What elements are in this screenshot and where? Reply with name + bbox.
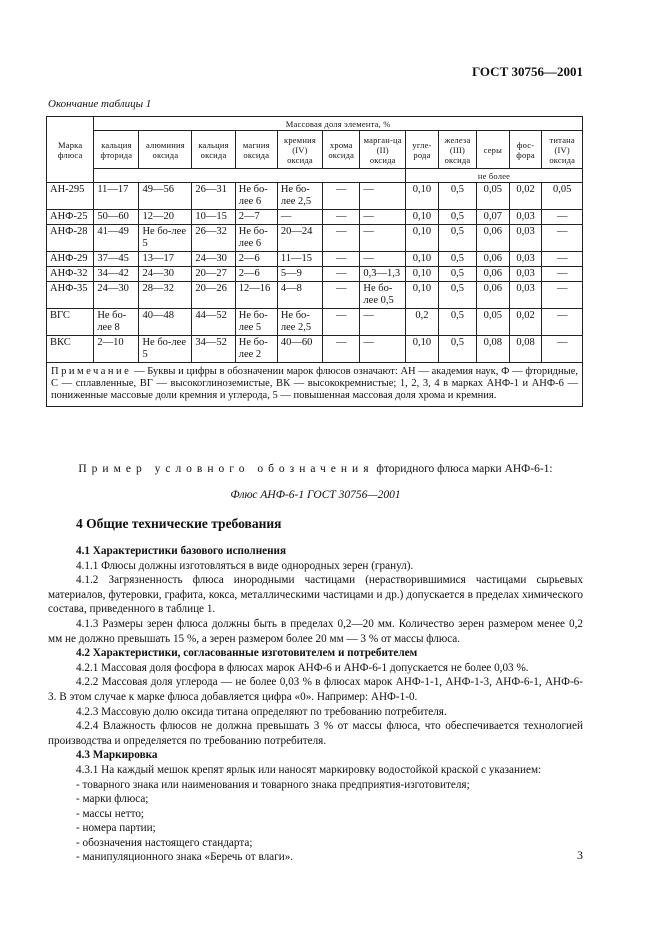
table-cell: 0,03 — [509, 252, 542, 267]
table-cell: Не бо-лее 5 — [139, 336, 192, 363]
table-cell: — — [542, 309, 583, 336]
table-cell: 0,02 — [509, 309, 542, 336]
table-cell: Не бо-лее 8 — [94, 309, 139, 336]
table-cell: 0,10 — [406, 267, 439, 282]
col-header: титана (IV) оксида — [542, 131, 583, 169]
table-cell: 2—6 — [235, 252, 277, 267]
para-4-1-2: 4.1.2 Загрязненность флюса инородными частицами (нерастворившимися частицами сырьевых материалов, футеровки, графита, кокса, металлическими частицами и др.) допускается в пределах химического состава, приведенного в таблице 1. — [48, 574, 583, 616]
table-cell: Не бо-лее 5 — [139, 225, 192, 252]
table-cell: 0,07 — [476, 210, 509, 225]
col-header: серы — [476, 131, 509, 169]
table-cell: 0,10 — [406, 336, 439, 363]
table-cell: Не бо-лее 0,5 — [360, 282, 406, 309]
table-cell: 40—48 — [139, 309, 192, 336]
row-brand: АНФ-25 — [47, 210, 94, 225]
table-row — [47, 267, 583, 282]
para-4-2-2: 4.2.2 Массовая доля углерода — не более 0,03 % в флюсах марок АНФ-1-1, АНФ-1-3, АНФ-6-1, АНФ-6-3. В этом случае к марке флюса добавляется цифра «0». Например: АНФ-1-0. — [48, 676, 583, 703]
row-brand: АНФ-28 — [47, 225, 94, 252]
table-cell: 11—15 — [277, 252, 322, 267]
table-cell: — — [542, 282, 583, 309]
col-header-brand: Марка флюса — [47, 117, 94, 183]
table-cell: 41—49 — [94, 225, 139, 252]
table-cell: — — [542, 210, 583, 225]
table-cell: 5—9 — [277, 267, 322, 282]
table-cell: 0,06 — [476, 267, 509, 282]
page-number: 3 — [577, 848, 583, 862]
col-header: железа (III) оксида — [438, 131, 476, 169]
table-cell: — — [542, 225, 583, 252]
table-cell: — — [360, 183, 406, 210]
table-cell: 26—32 — [192, 225, 235, 252]
table-cell: 0,5 — [438, 267, 476, 282]
table-cell: 0,2 — [406, 309, 439, 336]
table-cell: 0,10 — [406, 252, 439, 267]
table-cell: — — [360, 225, 406, 252]
table-cell: 0,10 — [406, 282, 439, 309]
note-text: — Буквы и цифры в обозначении марок флюсов означают: АН — академия наук, Ф — фторидные, С — сплавленные, ВГ — высокоглиноземистые, ВК — высококремнистые; 1, 2, 3, 4 в марках АНФ-1 и АНФ-6 — пониженные массовые доли кремния и углерода, 5 — повышенная массовая доля хрома и кремния. — [51, 366, 578, 401]
example-designation: Флюс АНФ-6-1 ГОСТ 30756—2001 — [230, 489, 401, 501]
table-cell: 0,08 — [509, 336, 542, 363]
table-cell: — — [323, 252, 360, 267]
table-note — [47, 363, 583, 407]
table-cell: 0,5 — [438, 282, 476, 309]
col-header: магния оксида — [235, 131, 277, 169]
table-cell: 12—20 — [139, 210, 192, 225]
table-cell: 0,06 — [476, 225, 509, 252]
table-cell: 0,05 — [476, 183, 509, 210]
row-brand: АНФ-35 — [47, 282, 94, 309]
table-cell: 0,5 — [438, 252, 476, 267]
table-cell: 28—32 — [139, 282, 192, 309]
col-header: хрома оксида — [323, 131, 360, 169]
col-header: кальция фторида — [94, 131, 139, 169]
table-cell: 0,06 — [476, 282, 509, 309]
list-item: - обозначения настоящего стандарта; — [76, 836, 253, 849]
table-cell: 0,5 — [438, 183, 476, 210]
table-cell: 20—24 — [277, 225, 322, 252]
table-row — [47, 282, 583, 309]
table-cell: 0,03 — [509, 210, 542, 225]
table-cell: — — [323, 336, 360, 363]
table-row — [47, 309, 583, 336]
table-cell: 0,10 — [406, 183, 439, 210]
note-label: Примечание — [51, 366, 132, 377]
section-title: 4 Общие технические требования — [76, 516, 282, 531]
table-cell: — — [360, 252, 406, 267]
table-cell: — — [542, 252, 583, 267]
col-header: кремния (IV) оксида — [277, 131, 322, 169]
subsection-4-3-title: 4.3 Маркировка — [76, 749, 158, 762]
para-4-2-3: 4.2.3 Массовую долю оксида титана определяют по требованию потребителя. — [76, 705, 447, 718]
table-cell: 37—45 — [94, 252, 139, 267]
table-cell: 0,5 — [438, 225, 476, 252]
table-cell: Не бо-лее 6 — [235, 225, 277, 252]
para-4-2-1: 4.2.1 Массовая доля фосфора в флюсах марок АНФ-6 и АНФ-6-1 допускается не более 0,03 %. — [76, 661, 529, 674]
para-4-1-3: 4.1.3 Размеры зерен флюса должны быть в пределах 0,2—20 мм. Количество зерен размером менее 0,2 мм не должно превышать 15 %, а зерен размером более 20 мм — 3 % от массы флюса. — [48, 617, 583, 645]
table-cell: 24—30 — [94, 282, 139, 309]
table-cell: 10—15 — [192, 210, 235, 225]
para-4-2-4: 4.2.4 Влажность флюсов не должна превышать 3 % от массы флюса, что обеспечивается технологией производства и определяется по требованию потребителя. — [48, 720, 583, 747]
table-cell: 49—56 — [139, 183, 192, 210]
table-cell: — — [360, 309, 406, 336]
table-cell: 24—30 — [192, 252, 235, 267]
table-caption: Окончание таблицы 1 — [48, 98, 152, 110]
table-cell: — — [323, 267, 360, 282]
table-cell: 0,03 — [509, 225, 542, 252]
table-cell: 44—52 — [192, 309, 235, 336]
table-cell: 26—31 — [192, 183, 235, 210]
row-brand: ВГС — [47, 309, 94, 336]
table-cell: — — [542, 336, 583, 363]
table-cell: 20—26 — [192, 282, 235, 309]
row-brand: АНФ-29 — [47, 252, 94, 267]
table-cell: — — [360, 336, 406, 363]
row-brand: АН-295 — [47, 183, 94, 210]
para-4-3-1: 4.3.1 На каждый мешок крепят ярлык или наносят маркировку водостойкой краской с указанием: — [76, 763, 542, 776]
table-cell: — — [323, 309, 360, 336]
table-row — [47, 210, 583, 225]
table-cell: 34—42 — [94, 267, 139, 282]
table-cell: 0,10 — [406, 210, 439, 225]
list-item: - марки флюса; — [76, 793, 149, 806]
table-cell: 2—10 — [94, 336, 139, 363]
table-cell: 2—6 — [235, 267, 277, 282]
col-header: фос-фора — [509, 131, 542, 169]
col-header: марган-ца (II) оксида — [360, 131, 406, 169]
table-cell: — — [542, 267, 583, 282]
table-cell: 24—30 — [139, 267, 192, 282]
example-label: Пример условного обозначения — [78, 463, 374, 475]
table-cell: — — [360, 210, 406, 225]
table-cell: 4—8 — [277, 282, 322, 309]
table-cell: 0,02 — [509, 183, 542, 210]
table-row — [47, 183, 583, 210]
table-cell: 0,5 — [438, 309, 476, 336]
marking-list — [48, 778, 583, 866]
table-row — [47, 336, 583, 363]
subsection-4-1-title: 4.1 Характеристики базового исполнения — [76, 545, 287, 557]
table-cell: Не бо-лее 2,5 — [277, 183, 322, 210]
table-cell: 0,3—1,3 — [360, 267, 406, 282]
table-cell: Не бо-лее 6 — [235, 183, 277, 210]
table-cell: 0,05 — [476, 309, 509, 336]
table-cell: — — [323, 210, 360, 225]
table-cell: 12—16 — [235, 282, 277, 309]
group-header: Массовая доля элемента, % — [94, 117, 583, 131]
list-item: - товарного знака или наименования и товарного знака предприятия-изготовителя; — [76, 778, 470, 791]
col-header: угле-рода — [406, 131, 439, 169]
col-header: алюминия оксида — [139, 131, 192, 169]
subsection-4-2-title: 4.2 Характеристики, согласованные изготовителем и потребителем — [76, 647, 418, 660]
list-item: - манипуляционного знака «Беречь от влаги». — [76, 851, 294, 864]
table-cell: 0,5 — [438, 210, 476, 225]
table-cell: — — [323, 282, 360, 309]
table-cell: — — [323, 225, 360, 252]
table-cell: — — [323, 183, 360, 210]
table-cell: 0,5 — [438, 336, 476, 363]
table-cell: 40—60 — [277, 336, 322, 363]
table-cell: 34—52 — [192, 336, 235, 363]
table-cell: 0,03 — [509, 267, 542, 282]
table-cell: 0,03 — [509, 282, 542, 309]
table-cell: 0,08 — [476, 336, 509, 363]
row-brand: АНФ-32 — [47, 267, 94, 282]
composition-table — [46, 116, 583, 407]
table-cell: 50—60 — [94, 210, 139, 225]
table-cell: 0,06 — [476, 252, 509, 267]
table-cell: Не бо-лее 2 — [235, 336, 277, 363]
table-cell: Не бо-лее 5 — [235, 309, 277, 336]
table-cell: 20—27 — [192, 267, 235, 282]
list-item: - массы нетто; — [76, 807, 145, 820]
example-text: фторидного флюса марки АНФ-6-1: — [376, 463, 553, 475]
table-cell: 2—7 — [235, 210, 277, 225]
table-cell: — — [277, 210, 322, 225]
table-row — [47, 225, 583, 252]
table-row — [47, 252, 583, 267]
table-cell: Не бо-лее 2,5 — [277, 309, 322, 336]
example-line — [48, 463, 583, 475]
list-item: - номера партии; — [76, 822, 156, 835]
table-cell: 11—17 — [94, 183, 139, 210]
table-cell: 13—17 — [139, 252, 192, 267]
row-brand: ВКС — [47, 336, 94, 363]
table-cell: 0,05 — [542, 183, 583, 210]
table-cell: 0,10 — [406, 225, 439, 252]
document-header: ГОСТ 30756—2001 — [471, 64, 583, 79]
col-header: кальция оксида — [192, 131, 235, 169]
para-4-1-1: 4.1.1 Флюсы должны изготовляться в виде однородных зерен (гранул). — [76, 559, 414, 572]
sub-header: не более — [406, 169, 583, 183]
